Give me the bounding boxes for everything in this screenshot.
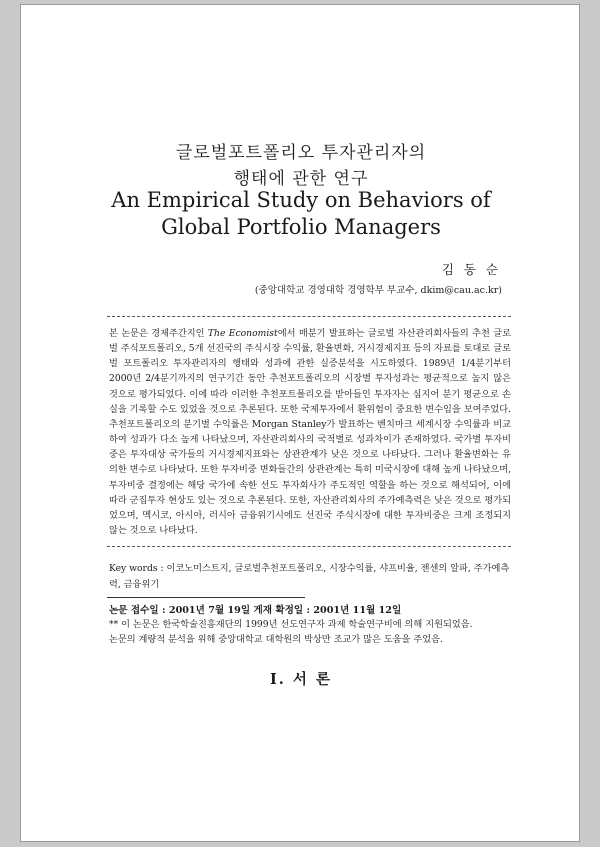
- submission-dates: 논문 접수일 : 2001년 7월 19일 게재 확정일 : 2001년 11월 12일: [109, 605, 402, 616]
- acknowledgements: [109, 617, 513, 647]
- abstract-text-rest: 에서 매분기 발표하는 글로벌 자산관리회사들의 추천 글로벌 주식포트폴리오, 5개 선진국의 주식시장 수익률, 환율변화, 거시경제지표 등의 자료를 토대로 글로벌 포트폴리오 투자관리자의 행태와 성과에 관한 실증분석을 시도하였다. 1989년 1/4분기부터 2000년 2/4분기까지의 연구기간 동안 추천포트폴리오의 시장별 투자성과는 평균적으로 높지 않은 것으로 평가되었다. 이에 따라 이러한 추천포트폴리오를 받아들인 투자자는 심지어 분기 평균으로 손실을 기록할 수도 있었을 것으로 추론된다. 또한 국제투자에서 환위험이 중요한 변수임을 보여주었다. 추천포트폴리오의 분기별 수익률은 Morgan Stanley가 발표하는 벤치마크 세계시장 수익률과 비교하여 성과가 다소 높게 나타났으며, 자산관리회사의 국적별로 성과차이가 존재하였다. 국가별 투자비중은 투자대상 국가들의 거시경제지표와는 상관관계가 낮은 것으로 나타났다. 그러나 환율변화는 유의한 변수로 나타났다. 또한 투자비중 변화들간의 상관관계는 특히 미국시장에 대해 높게 나타났으며, 투자비중 결정에는 해당 국가에 속한 선도 투자회사가 주도적인 역할을 하는 것으로 해석되어, 이에 따라 군집투자 현상도 있는 것으로 추론된다. 또한, 자산관리회사의 주가예측력은 낮은 것으로 평가되었으며, 멕시코, 아시아, 러시아 금융위기시에도 선진국 주식시장에 대한 투자비중은 크게 조정되지 않는 것으로 나타났다.: [109, 328, 512, 537]
- keywords-label: Key words :: [109, 563, 167, 574]
- title-english-line-1: An Empirical Study on Behaviors of: [111, 188, 491, 212]
- abstract-top-divider: [107, 316, 511, 317]
- section-heading-introduction: I. 서 론: [270, 671, 332, 688]
- keywords: [109, 561, 511, 592]
- footnote-divider: [107, 597, 305, 598]
- author-name: 김 동 순: [441, 262, 501, 277]
- title-korean-line-2: 행태에 관한 연구: [233, 169, 369, 189]
- abstract-bottom-divider: [107, 546, 511, 547]
- abstract-text-start: 본 논문은 경제주간지인: [109, 328, 208, 339]
- author-affiliation: (중앙대학교 경영대학 경영학부 부교수, dkim@cau.ac.kr): [254, 285, 502, 296]
- acknowledgement-assistant: 논문의 계량적 분석을 위해 중앙대학교 대학원의 박상만 조교가 많은 도움을 주었음.: [109, 634, 443, 646]
- acknowledgement-funding: ** 이 논문은 한국학술진흥재단의 1999년 선도연구자 과제 학술연구비에 의해 지원되었음.: [109, 619, 473, 630]
- paper-page: [20, 4, 580, 842]
- keywords-list: 이코노미스트지, 글로벌추천포트폴리오, 시장수익률, 샤프비율, 젠센의 알파, 주가예측력, 금융위기: [109, 563, 510, 590]
- title-english-line-2: Global Portfolio Managers: [161, 215, 441, 239]
- abstract: [109, 326, 511, 538]
- abstract-journal-name: The Economist: [207, 328, 278, 339]
- title-korean-line-1: 글로벌포트폴리오 투자관리자의: [175, 143, 427, 163]
